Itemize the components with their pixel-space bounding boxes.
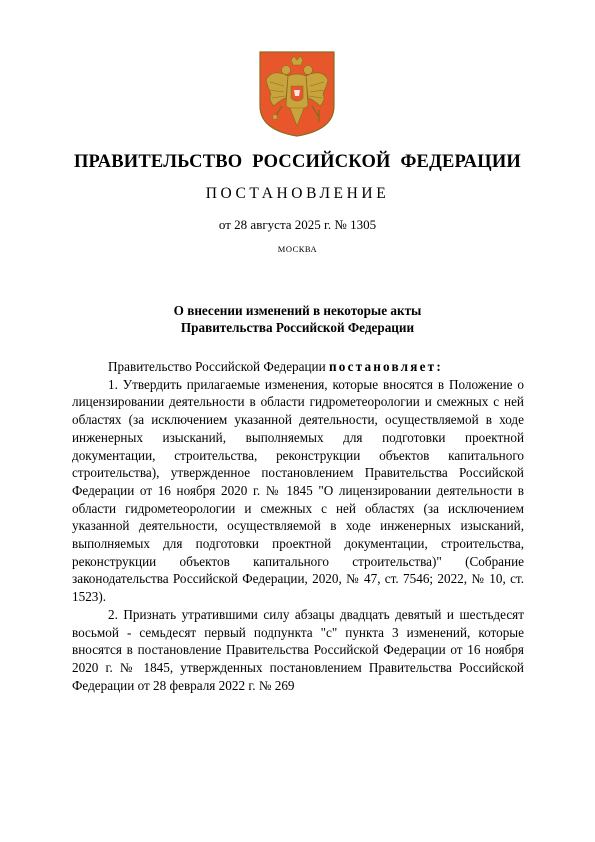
document-type: ПОСТАНОВЛЕНИЕ xyxy=(205,185,390,202)
document-subject xyxy=(0,302,595,336)
government-title: ПРАВИТЕЛЬСТВО РОССИЙСКОЙ ФЕДЕРАЦИИ xyxy=(73,152,522,172)
russian-coat-of-arms-icon xyxy=(258,50,336,138)
document-date-number: от 28 августа 2025 г. № 1305 xyxy=(218,217,377,232)
preamble-paragraph xyxy=(72,358,524,376)
item-2-paragraph: 2. Признать утратившими силу абзацы двадцать девятый и шестьдесят восьмой - семьдесят первый подпункта "с" пункта 3 изменений, которые вносятся в постановление Правительства Российской Федерации от 16 ноября 2020 г. № 1845, утвержденных постановлением Правительства Российской Федерации от 28 февраля 2022 г. № 269 xyxy=(72,606,524,693)
document-city: МОСКВА xyxy=(277,244,318,254)
decree-word: постановляет: xyxy=(328,359,443,374)
preamble-text: Правительство Российской Федерации xyxy=(108,359,329,374)
item-1-paragraph: 1. Утвердить прилагаемые изменения, которые вносятся в Положение о лицензировании деятельности в области гидрометеорологии и смежных с ней областях (за исключением указанной деятельности, осуществляемой в ходе инженерных изысканий, выполняемых для подготовки проектной документации, строительства, реконструкции объектов капитального строительства), утвержденное постановлением Правительства Российской Федерации от 16 ноября 2020 г. № 1845 "О лицензировании деятельности в области гидрометеорологии и смежных с ней областях (за исключением указанной деятельности, осуществляемой в ходе инженерных изысканий, выполняемых для подготовки проектной документации, строительства, реконструкции объектов капитального строительства)" (Собрание законодательства Российской Федерации, 2020, № 47, ст. 7546; 2022, № 10, ст. 1523). xyxy=(72,376,524,605)
subject-line-2: Правительства Российской Федерации xyxy=(180,320,415,335)
subject-line-1: О внесении изменений в некоторые акты xyxy=(173,303,422,318)
document-body xyxy=(72,358,524,694)
